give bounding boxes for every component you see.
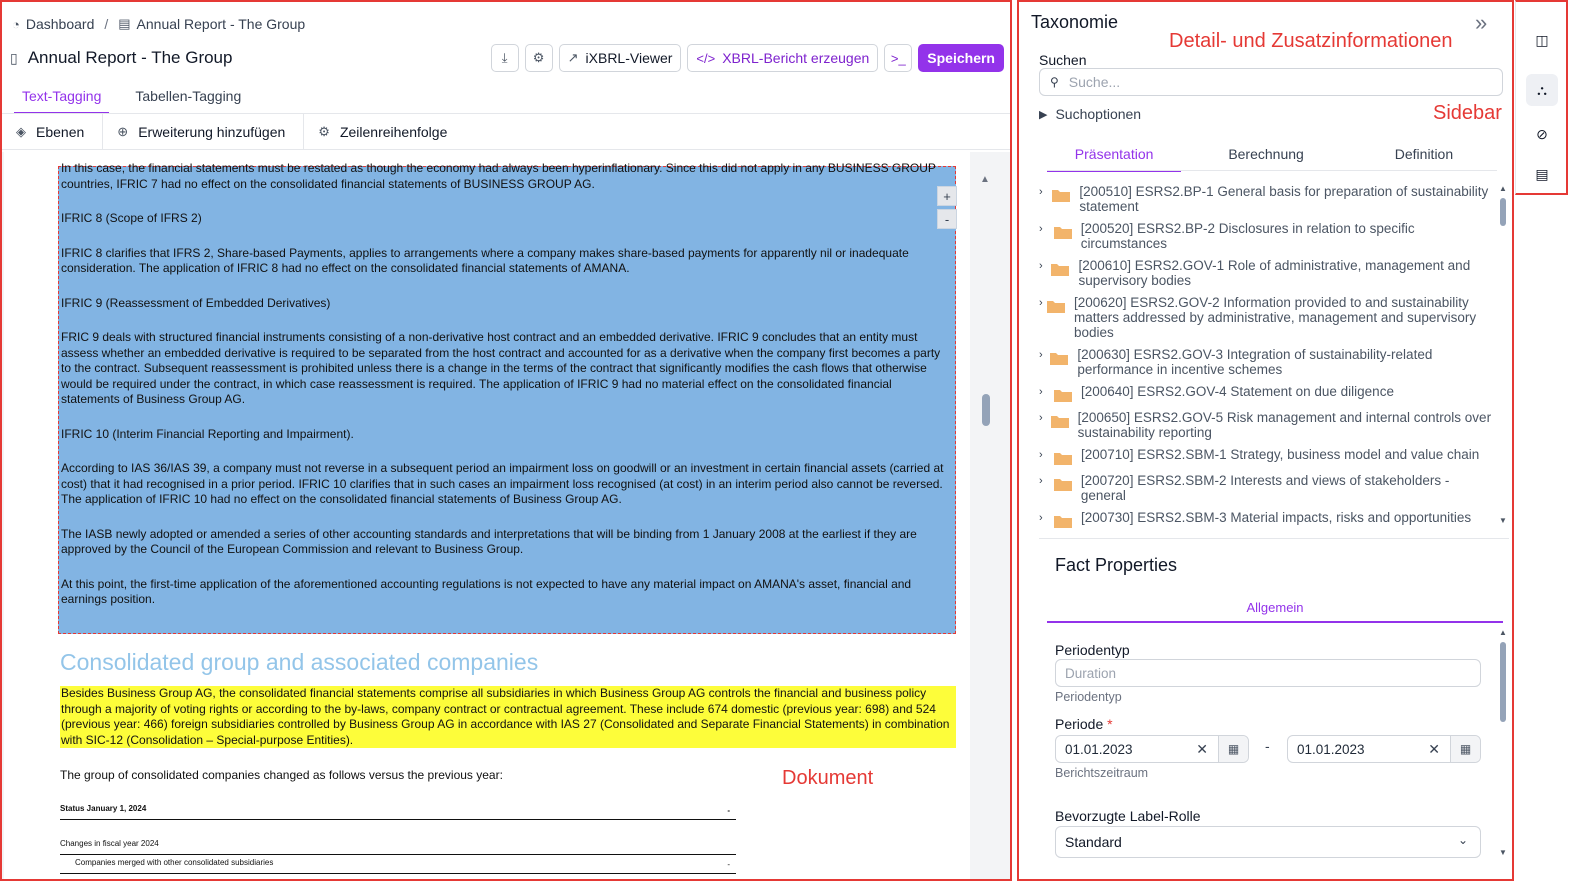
- search-icon: ⚲: [1050, 75, 1059, 89]
- annotation-sidebar: Sidebar: [1433, 102, 1502, 124]
- scroll-down-icon[interactable]: ▼: [1499, 848, 1507, 857]
- dashboard-icon: ◔: [12, 16, 20, 32]
- taxonomy-tree: [1039, 184, 1495, 530]
- folder-icon: [1053, 514, 1073, 529]
- search-input[interactable]: [1039, 68, 1503, 96]
- search-options-toggle[interactable]: [1039, 106, 1141, 122]
- line-order-label: Zeilenreihenfolge: [339, 123, 448, 140]
- toolbar: [491, 44, 1004, 72]
- period-start-field[interactable]: [1055, 735, 1249, 763]
- paragraph: IFRIC 9 (Reassessment of Embedded Derivatives): [61, 295, 331, 310]
- document-icon: ▤: [118, 16, 131, 31]
- table-row: [60, 804, 736, 820]
- tree-item[interactable]: [1039, 258, 1495, 288]
- breadcrumb-dashboard[interactable]: Dashboard: [25, 16, 95, 32]
- table-cell-label: Changes in fiscal year 2024: [60, 839, 159, 848]
- table-row: [60, 839, 736, 855]
- label-role-value: Standard: [1065, 834, 1122, 850]
- tree-item-label: [200520] ESRS2.BP-2 Disclosures in relation to specific circumstances: [1080, 221, 1415, 251]
- table-cell-value: -: [727, 806, 730, 815]
- tree-item-label: [200710] ESRS2.SBM-1 Strategy, business model and value chain: [1081, 447, 1480, 462]
- page-title-text: Annual Report - The Group: [27, 48, 233, 67]
- chevron-down-icon: ⌄: [1457, 833, 1468, 847]
- code-icon: </>: [696, 50, 716, 66]
- tab-definition[interactable]: Definition: [1394, 146, 1454, 162]
- settings-button[interactable]: [525, 44, 553, 72]
- calculator-button[interactable]: [1526, 158, 1558, 190]
- document-page: [4, 152, 990, 879]
- period-type-value: Duration: [1065, 665, 1117, 681]
- tree-item[interactable]: [1039, 473, 1495, 503]
- block-zoom-controls: [937, 186, 957, 229]
- tab-text-tagging[interactable]: Text-Tagging: [14, 86, 109, 114]
- validation-button[interactable]: [1526, 118, 1558, 150]
- ixbrl-viewer-label: iXBRL-Viewer: [585, 50, 673, 66]
- paragraph: FRIC 9 deals with structured financial instruments consisting of a non-derivative host contract and an embedded derivative. IFRIC 9 concludes that an entity must assess whether an embedded derivative is required to be separated from the host contract and accounted for as a derivative when the company first becomes a party to the contract. Subsequent reassessment is prohibited unless there is a change in the terms of the contract that significantly modifies the cash flows that otherwise would be required under the contract, in which case reassessment is required. The application of IFRIC 9 had no material effect on the consolidated financial statements of Business Group AG.: [61, 330, 941, 406]
- period-type-field: [1055, 659, 1481, 687]
- folder-icon: [1049, 351, 1069, 366]
- table-cell-value: -: [727, 860, 730, 869]
- paragraph: The group of consolidated companies changed as follows versus the previous year:: [60, 768, 503, 782]
- tree-item[interactable]: [1039, 447, 1495, 466]
- tab-calculation[interactable]: Berechnung: [1228, 146, 1304, 162]
- folder-icon: [1050, 262, 1070, 277]
- ixbrl-viewer-button[interactable]: [559, 44, 682, 72]
- taxonomy-tabs: [1047, 146, 1497, 172]
- calendar-icon[interactable]: ▦: [1450, 736, 1480, 762]
- tree-item-label: [200640] ESRS2.GOV-4 Statement on due diligence: [1081, 384, 1394, 399]
- search-options-label: Suchoptionen: [1055, 106, 1142, 122]
- period-start-value: 01.01.2023: [1065, 741, 1133, 757]
- table-cell-label: Status January 1, 2024: [60, 804, 147, 813]
- tree-item-label: [200730] ESRS2.SBM-3 Material impacts, risks and opportunities: [1081, 510, 1472, 525]
- period-separator: -: [1265, 738, 1270, 754]
- breadcrumb-separator: /: [104, 16, 109, 32]
- fact-properties-title: Fact Properties: [1055, 555, 1178, 575]
- period-end-field[interactable]: [1287, 735, 1481, 763]
- tab-table-tagging[interactable]: Tabellen-Tagging: [135, 88, 242, 104]
- folder-icon: [1051, 188, 1071, 203]
- line-order-button[interactable]: [304, 114, 465, 149]
- save-button[interactable]: Speichern: [918, 44, 1004, 72]
- add-extension-label: Erweiterung hinzufügen: [138, 123, 286, 140]
- period-end-value: 01.01.2023: [1297, 741, 1365, 757]
- chevron-right-icon[interactable]: ›: [1039, 412, 1043, 424]
- layers-icon: ◈: [16, 123, 26, 139]
- tree-item-label: [200630] ESRS2.GOV-3 Integration of sustainability-related performance in incentive schemes: [1077, 347, 1433, 377]
- file-icon: ▯: [10, 49, 18, 66]
- scroll-down-icon[interactable]: ▼: [1499, 516, 1507, 525]
- highlighted-text-block[interactable]: Besides Business Group AG, the consolidated financial statements comprise all subsidiaries in which Business Group AG controls the financial and business policy through a majority of voting rights or according to the by-laws, company contract or contractual agreement. These include 674 domestic (previous year: 698) and 524 (previous year: 466) foreign subsidiaries controlled by Business Group AG in accordance with IAS 27 (Consolidated and Separate Financial Statements) in combination with SIC-12 (Consolidation – Special-purpose Entities).: [60, 686, 956, 748]
- paragraph: The IASB newly adopted or amended a series of other accounting standards and interpretations that will be binding from 1 January 2008 at the earliest if they are approved by the Council of the European Commission and relevant to Business Group.: [61, 526, 917, 556]
- columns-icon: ◫: [1535, 31, 1549, 48]
- folder-icon: [1053, 477, 1073, 492]
- add-extension-button[interactable]: [103, 114, 304, 149]
- properties-scrollbar[interactable]: [1500, 642, 1506, 722]
- period-type-label: Periodentyp: [1055, 642, 1130, 658]
- scroll-up-icon[interactable]: ▲: [1499, 184, 1507, 193]
- chevron-right-icon[interactable]: ›: [1039, 223, 1043, 235]
- sidebar-rail: [1515, 0, 1568, 195]
- tree-item-label: [200650] ESRS2.GOV-5 Risk management and internal controls over sustainability reporting: [1077, 410, 1492, 440]
- folder-icon: [1053, 451, 1073, 466]
- check-circle-icon: ⊘: [1536, 125, 1548, 142]
- document-viewport[interactable]: [2, 152, 1010, 879]
- label-role-select[interactable]: [1055, 826, 1481, 858]
- chevron-right-icon[interactable]: ›: [1039, 475, 1043, 487]
- caret-right-icon: ▶: [1039, 108, 1048, 121]
- tree-item[interactable]: [1039, 347, 1495, 377]
- section-heading: Consolidated group and associated companies: [60, 649, 539, 675]
- breadcrumb: [12, 16, 305, 32]
- required-marker: *: [1107, 716, 1113, 732]
- tree-item-label: [200610] ESRS2.GOV-1 Role of administrative, management and supervisory bodies: [1078, 258, 1471, 288]
- collapse-panel-icon[interactable]: »: [1475, 10, 1488, 35]
- chevron-right-icon[interactable]: ›: [1039, 260, 1043, 272]
- tree-item-label: [200510] ESRS2.BP-1 General basis for preparation of sustainability statement: [1079, 184, 1489, 214]
- folder-icon: [1053, 388, 1073, 403]
- taxonomy-panel: [1017, 0, 1514, 881]
- folder-icon: [1050, 414, 1070, 429]
- download-button[interactable]: [491, 44, 519, 72]
- paragraph: IFRIC 8 (Scope of IFRS 2): [61, 211, 202, 225]
- layers-label: Ebenen: [36, 123, 85, 140]
- search-placeholder: Suche...: [1068, 74, 1121, 90]
- terminal-icon: >_: [890, 50, 906, 66]
- tagging-tabs: [14, 86, 267, 114]
- layers-button[interactable]: [2, 114, 103, 149]
- document-scrollbar[interactable]: [982, 394, 990, 426]
- gear-icon: ⚙: [318, 123, 330, 139]
- tree-item-label: [200720] ESRS2.SBM-2 Interests and views of stakeholders - general: [1080, 473, 1450, 503]
- panel-title: Taxonomie: [1031, 12, 1119, 32]
- divider: [1039, 538, 1509, 539]
- chevron-right-icon[interactable]: ›: [1039, 512, 1043, 524]
- period-label-text: Periode: [1055, 716, 1104, 732]
- paragraph: According to IAS 36/IAS 39, a company must not reverse in a subsequent period an impairment loss on goodwill or an investment in certain financial assets (carried at cost) that it had recognised in a prior period. IFRIC 10 clarifies that in such cases an impairment loss recognised (at cost) in an interim period also cannot be reversed. The application of IFRIC 10 had no effect on the consolidated financial statements of Business Group AG.: [61, 461, 944, 506]
- collapse-button[interactable]: -: [937, 209, 957, 229]
- tab-presentation[interactable]: Präsentation: [1047, 146, 1181, 172]
- annotation-detail: Detail- und Zusatzinformationen: [1169, 30, 1453, 52]
- gear-icon: ⚙: [532, 50, 545, 65]
- clear-icon[interactable]: ✕: [1196, 741, 1208, 757]
- tab-general[interactable]: Allgemein: [1047, 600, 1503, 623]
- panel-toggle-button[interactable]: [1526, 24, 1558, 56]
- tree-item[interactable]: [1039, 410, 1495, 440]
- tabs-divider: [1047, 170, 1497, 171]
- scroll-up-icon[interactable]: ▲: [980, 174, 990, 185]
- scroll-up-icon[interactable]: ▲: [1499, 628, 1507, 637]
- plus-circle-icon: ⊕: [117, 123, 129, 139]
- tree-item-label: [200620] ESRS2.GOV-2 Information provided to and sustainability matters addressed by administrative, management and supervisory bodies: [1073, 295, 1477, 340]
- chevron-right-icon[interactable]: ›: [1039, 186, 1043, 198]
- search-label: Suchen: [1039, 52, 1087, 68]
- chevron-right-icon[interactable]: ›: [1039, 386, 1043, 398]
- xbrl-report-label: XBRL-Bericht erzeugen: [722, 50, 870, 66]
- annotation-dokument: Dokument: [782, 767, 874, 789]
- chevron-right-icon[interactable]: ›: [1039, 297, 1043, 309]
- table-row: [60, 858, 736, 874]
- paragraph: At this point, the first-time application of the aforementioned accounting regulations is not expected to have any material impact on AMANA's asset, financial and earnings position.: [61, 576, 912, 606]
- download-icon: ⤓: [501, 50, 508, 65]
- chevron-right-icon[interactable]: ›: [1039, 449, 1043, 461]
- selected-text-block[interactable]: [58, 161, 956, 634]
- chevron-right-icon[interactable]: ›: [1039, 349, 1043, 361]
- folder-icon: [1053, 225, 1073, 240]
- calculator-icon: ▤: [1535, 165, 1549, 182]
- external-link-icon: ↗: [567, 50, 579, 65]
- period-label: [1055, 716, 1113, 732]
- clear-icon[interactable]: ✕: [1428, 741, 1440, 757]
- tree-item[interactable]: [1039, 510, 1495, 529]
- folder-icon: [1046, 299, 1066, 314]
- page-title: [10, 48, 232, 68]
- tree-item[interactable]: [1039, 384, 1495, 403]
- tree-item[interactable]: [1039, 221, 1495, 251]
- paragraph: IFRIC 8 clarifies that IFRS 2, Share-based Payments, applies to arrangements where a company makes share-based payments for apparently nil or inadequate consideration. The application of IFRIC 8 had no effect on the consolidated financial statements of AMANA.: [61, 245, 909, 275]
- sub-toolbar: [2, 114, 1010, 150]
- xbrl-report-button[interactable]: [687, 44, 878, 72]
- table-cell-label: Companies merged with other consolidated subsidiaries: [75, 858, 274, 867]
- tree-item[interactable]: [1039, 295, 1495, 340]
- tree-scrollbar[interactable]: [1500, 198, 1506, 226]
- expand-button[interactable]: +: [937, 186, 957, 206]
- label-role-label: Bevorzugte Label-Rolle: [1055, 808, 1201, 824]
- period-hint: Berichtszeitraum: [1055, 766, 1149, 780]
- calendar-icon[interactable]: ▦: [1218, 736, 1248, 762]
- hierarchy-icon: ⛬: [1537, 81, 1547, 98]
- period-type-hint: Periodentyp: [1055, 690, 1122, 704]
- paragraph: IFRIC 10 (Interim Financial Reporting and Impairment).: [61, 426, 354, 441]
- terminal-button[interactable]: [884, 44, 912, 72]
- tree-item[interactable]: [1039, 184, 1495, 214]
- paragraph: In this case, the financial statements must be restated as though the economy had always been hyperinflationary. Since this did not apply in any BUSINESS GROUP countries, IFRIC 7 had no effect on the consolidated financial statements of BUSINESS GROUP AG.: [61, 161, 936, 191]
- breadcrumb-current: Annual Report - The Group: [136, 16, 306, 32]
- taxonomy-button[interactable]: [1526, 74, 1558, 106]
